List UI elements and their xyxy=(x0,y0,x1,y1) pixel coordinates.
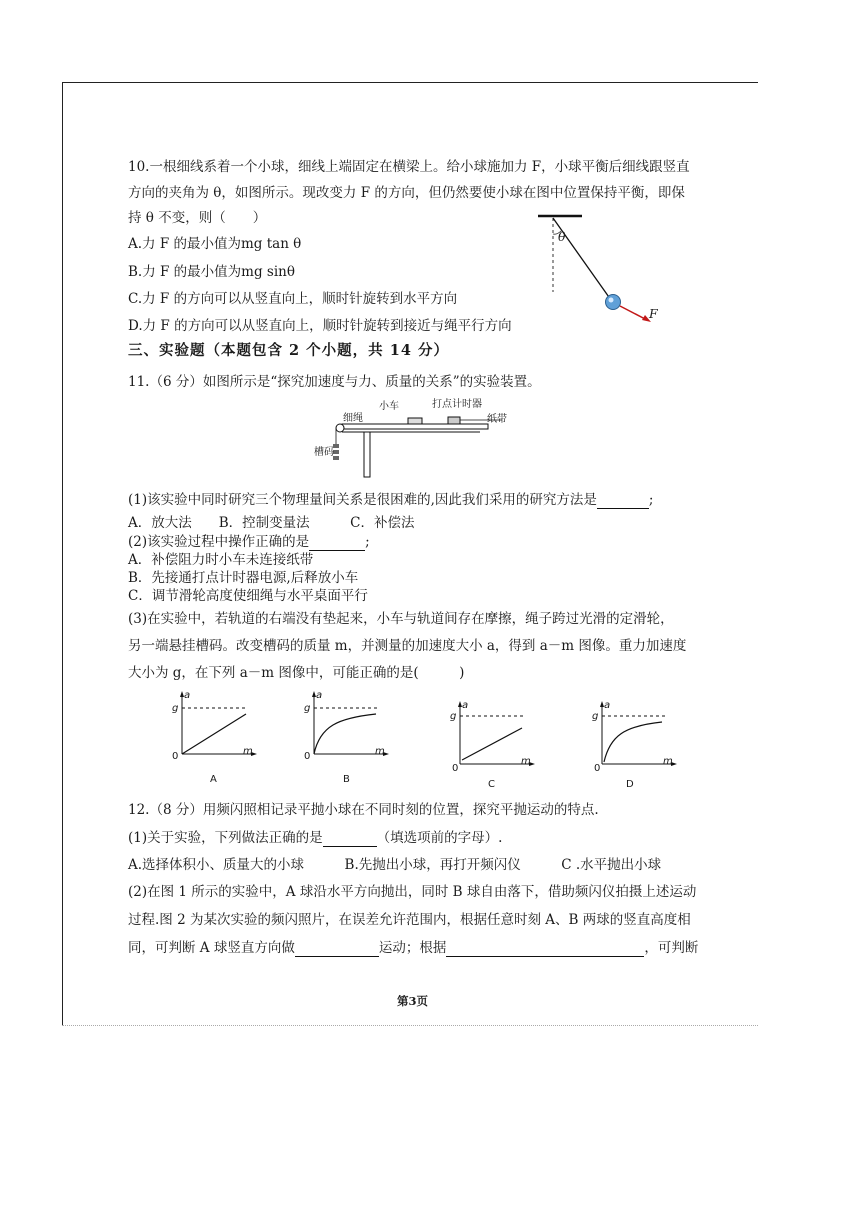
label-car: 小车 xyxy=(379,401,399,412)
graph-d-label: D xyxy=(626,779,634,790)
graph-a-axis-m: m xyxy=(243,746,253,757)
answer-blank[interactable] xyxy=(309,536,365,551)
graph-b-origin: 0 xyxy=(304,751,311,762)
q12-part1 xyxy=(128,829,502,847)
q11-part1 xyxy=(128,491,653,509)
q11-part3-line3: 大小为 g，在下列 a－m 图像中，可能正确的是( ) xyxy=(128,665,465,681)
q12-stem: 12.（8 分）用频闪照相记录平抛小球在不同时刻的位置，探究平抛运动的特点. xyxy=(128,802,599,818)
q12-part1-text: (1)关于实验，下列做法正确的是 xyxy=(128,830,323,846)
graph-c-g: g xyxy=(450,711,457,722)
q11-part3-line2: 另一端悬挂槽码。改变槽码的质量 m，并测量的加速度大小 a，得到 a－m 图像。重力加速度 xyxy=(128,638,687,654)
page-number: 第3页 xyxy=(397,994,429,1008)
q12-part1-options: A.选择体积小、质量大的小球 B.先抛出小球，再打开频闪仪 C .水平抛出小球 xyxy=(128,857,662,873)
q11-part2-option-a: A．补偿阻力时小车未连接纸带 xyxy=(128,552,314,568)
page-frame-left xyxy=(62,82,63,1025)
force-label: F xyxy=(649,306,658,321)
graph-b-g: g xyxy=(304,703,311,714)
q11-part2-option-b: B．先接通打点计时器电源,后释放小车 xyxy=(128,570,359,586)
graph-a-origin: 0 xyxy=(172,751,179,762)
graph-a-axis-a: a xyxy=(184,690,191,701)
q12-part2-line1: (2)在图 1 所示的实验中，A 球沿水平方向抛出，同时 B 球自由落下，借助频闪仪拍摄上述运动 xyxy=(128,884,697,900)
q12-part2-text-b: 运动；根据 xyxy=(378,940,447,956)
q10-stem-line1: 10.一根细线系着一个小球，细线上端固定在横梁上。给小球施加力 F，小球平衡后细线跟竖直 xyxy=(128,159,690,175)
label-weight: 槽码 xyxy=(314,447,334,458)
q11-part1-text: (1)该实验中同时研究三个物理量间关系是很困难的,因此我们采用的研究方法是 xyxy=(128,492,597,508)
answer-blank[interactable] xyxy=(295,942,379,957)
q11-part1-end: ; xyxy=(648,492,654,508)
q11-stem: 11.（6 分）如图所示是“探究加速度与力、质量的关系”的实验装置。 xyxy=(128,374,541,390)
graph-b-axis-m: m xyxy=(375,746,385,757)
graph-d-axis-m: m xyxy=(663,756,673,767)
graph-c-axis-a: a xyxy=(462,700,469,711)
q12-part2-text-a: 同，可判断 A 球竖直方向做 xyxy=(128,940,295,956)
label-string: 细绳 xyxy=(343,413,363,424)
graph-c-origin: 0 xyxy=(452,763,459,774)
q10-stem-line2: 方向的夹角为 θ，如图所示。现改变力 F 的方向，但仍然要使小球在图中位置保持平衡，即保 xyxy=(128,185,685,201)
label-tape: 纸带 xyxy=(487,414,507,425)
q11-part2-option-c: C．调节滑轮高度使细绳与水平桌面平行 xyxy=(128,588,368,604)
q10-stem-line3: 持 θ 不变，则（ ） xyxy=(128,210,267,226)
q10-option-d: D.力 F 的方向可以从竖直向上，顺时针旋转到接近与绳平行方向 xyxy=(128,318,512,334)
graph-d-axis-a: a xyxy=(604,700,611,711)
graph-c-label: C xyxy=(488,779,495,790)
graph-d-g: g xyxy=(592,711,599,722)
q11-part3-line1: (3)在实验中，若轨道的右端没有垫起来，小车与轨道间存在摩擦，绳子跨过光滑的定滑轮， xyxy=(128,611,674,627)
q12-part2-line2: 过程.图 2 为某次实验的频闪照片，在误差允许范围内，根据任意时刻 A、B 两球的竖直高度相 xyxy=(128,912,691,928)
answer-blank[interactable] xyxy=(597,494,649,509)
page-frame-top xyxy=(62,82,758,83)
graph-b-axis-a: a xyxy=(316,690,323,701)
graph-d-origin: 0 xyxy=(594,763,601,774)
q10-option-a: A.力 F 的最小值为mg tan θ xyxy=(128,236,302,252)
label-timer: 打点计时器 xyxy=(432,399,482,410)
q11-part2 xyxy=(128,533,370,551)
q11-part2-end: ; xyxy=(365,534,370,550)
q11-part1-options: A．放大法 B．控制变量法 C．补偿法 xyxy=(128,515,415,531)
q11-part2-text: (2)该实验过程中操作正确的是 xyxy=(128,534,310,550)
graph-a-label: A xyxy=(210,774,217,785)
q12-part1-end: （填选项前的字母）. xyxy=(376,830,503,846)
section-title: 三、实验题（本题包含 2 个小题，共 14 分） xyxy=(128,342,449,359)
answer-blank[interactable] xyxy=(446,942,644,957)
graph-c-axis-m: m xyxy=(521,756,531,767)
q10-option-c: C.力 F 的方向可以从竖直向上，顺时针旋转到水平方向 xyxy=(128,291,458,307)
q10-option-b: B.力 F 的最小值为mg sinθ xyxy=(128,264,295,280)
q12-part2-line3 xyxy=(128,939,698,957)
answer-blank[interactable] xyxy=(323,832,377,847)
theta-label: θ xyxy=(558,229,566,244)
graph-a-g: g xyxy=(172,703,179,714)
q12-part2-text-c: ，可判断 xyxy=(644,940,699,956)
graph-b-label: B xyxy=(343,774,350,785)
page-frame-bottom xyxy=(62,1025,758,1026)
